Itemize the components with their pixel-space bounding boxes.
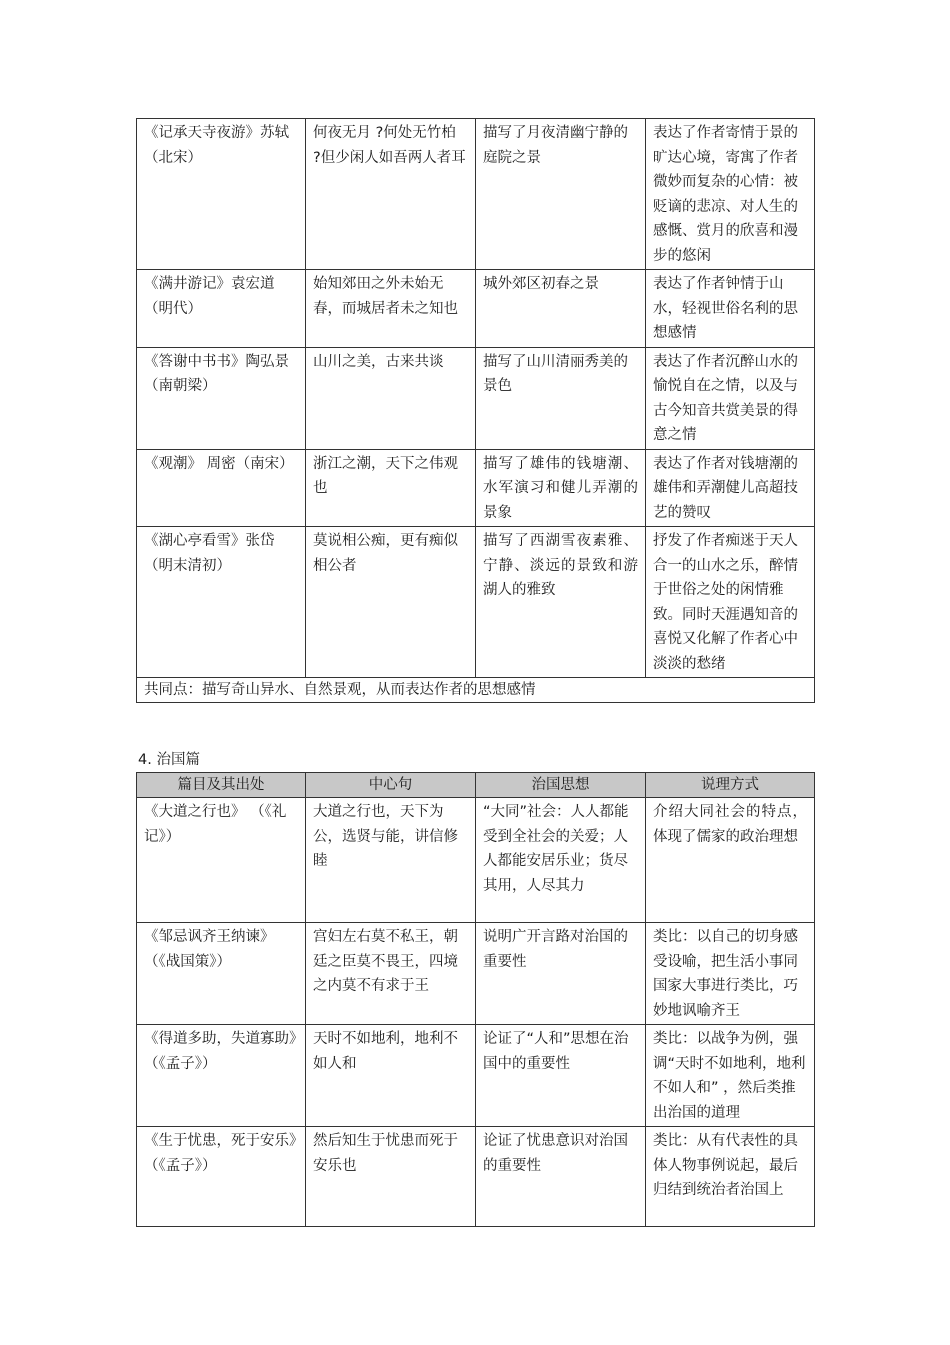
table-cell: 论证了“人和”思想在治国中的重要性 bbox=[476, 1025, 646, 1127]
table-cell: 天时不如地利，地利不如人和 bbox=[306, 1025, 476, 1127]
table-row bbox=[137, 1127, 815, 1227]
column-header: 治国思想 bbox=[476, 773, 646, 798]
scenery-essays-table bbox=[136, 118, 815, 703]
table-row bbox=[137, 119, 815, 270]
table-row bbox=[137, 1025, 815, 1127]
table-cell: 大道之行也，天下为公，选贤与能，讲信修睦 bbox=[306, 798, 476, 923]
table-row bbox=[137, 527, 815, 678]
table-cell: 何夜无月 ?何处无竹柏 ?但少闲人如吾两人者耳 bbox=[306, 119, 476, 270]
table-row bbox=[137, 798, 815, 923]
table-cell: 描写了雄伟的钱塘潮、水军演习和健儿弄潮的景象 bbox=[476, 449, 646, 527]
table-cell: 表达了作者钟情于山水，轻视世俗名利的思想感情 bbox=[646, 270, 815, 348]
table-cell: 浙江之潮，天下之伟观也 bbox=[306, 449, 476, 527]
table-cell: 《答谢中书书》陶弘景（南朝梁） bbox=[137, 347, 306, 449]
table-row bbox=[137, 678, 815, 703]
table-cell: 山川之美，古来共谈 bbox=[306, 347, 476, 449]
table-cell: 抒发了作者痴迷于天人合一的山水之乐，醉情于世俗之处的闲情雅致。同时天涯遇知音的喜悦又化解了作者心中淡淡的愁绪 bbox=[646, 527, 815, 678]
table-cell: 类比：以自己的切身感受设喻，把生活小事同国家大事进行类比，巧妙地讽喻齐王 bbox=[646, 923, 815, 1025]
table-cell: 《湖心亭看雪》张岱（明末清初） bbox=[137, 527, 306, 678]
table-row bbox=[137, 347, 815, 449]
section-heading: 4. 治国篇 bbox=[138, 752, 200, 768]
table-cell: 表达了作者寄情于景的旷达心境，寄寓了作者微妙而复杂的心情：被贬谪的悲凉、对人生的感慨、赏月的欣喜和漫步的悠闲 bbox=[646, 119, 815, 270]
column-header: 中心句 bbox=[306, 773, 476, 798]
table-cell: 描写了月夜清幽宁静的庭院之景 bbox=[476, 119, 646, 270]
table-cell: 《得道多助，失道寡助》（《孟子》） bbox=[137, 1025, 306, 1127]
column-header: 说理方式 bbox=[646, 773, 815, 798]
table-cell: 《观潮》 周密（南宋） bbox=[137, 449, 306, 527]
table-row bbox=[137, 449, 815, 527]
table-cell: 《邹忌讽齐王纳谏》（《战国策》） bbox=[137, 923, 306, 1025]
table-cell: 表达了作者对钱塘潮的雄伟和弄潮健儿高超技艺的赞叹 bbox=[646, 449, 815, 527]
table-cell: 表达了作者沉醉山水的愉悦自在之情，以及与古今知音共赏美景的得意之情 bbox=[646, 347, 815, 449]
table-row bbox=[137, 923, 815, 1025]
table-cell: 说明广开言路对治国的重要性 bbox=[476, 923, 646, 1025]
table-cell: 《大道之行也》 （《礼记》） bbox=[137, 798, 306, 923]
table-cell: 描写了西湖雪夜素雅、宁静、淡远的景致和游湖人的雅致 bbox=[476, 527, 646, 678]
table-cell: 《记承天寺夜游》苏轼（北宋） bbox=[137, 119, 306, 270]
table-cell: 类比：以战争为例，强调“天时不如地利，地利不如人和” ，然后类推出治国的道理 bbox=[646, 1025, 815, 1127]
table-cell: 然后知生于忧患而死于安乐也 bbox=[306, 1127, 476, 1227]
table-cell: 类比：从有代表性的具体人物事例说起，最后归结到统治者治国上 bbox=[646, 1127, 815, 1227]
table-cell: 《满井游记》袁宏道（明代） bbox=[137, 270, 306, 348]
table-cell: 宫妇左右莫不私王，朝廷之臣莫不畏王，四境之内莫不有求于王 bbox=[306, 923, 476, 1025]
table-cell: 论证了忧患意识对治国的重要性 bbox=[476, 1127, 646, 1227]
table-cell: 描写了山川清丽秀美的景色 bbox=[476, 347, 646, 449]
table-cell: 始知郊田之外未始无春，而城居者未之知也 bbox=[306, 270, 476, 348]
table-cell: 介绍大同社会的特点，体现了儒家的政治理想 bbox=[646, 798, 815, 923]
table-cell: 莫说相公痴，更有痴似相公者 bbox=[306, 527, 476, 678]
table-row bbox=[137, 270, 815, 348]
table-cell: 城外郊区初春之景 bbox=[476, 270, 646, 348]
common-point-cell: 共同点：描写奇山异水、自然景观，从而表达作者的思想感情 bbox=[137, 678, 815, 703]
table-cell: 《生于忧患，死于安乐》（《孟子》） bbox=[137, 1127, 306, 1227]
table-cell: “大同”社会：人人都能受到全社会的关爱；人人都能安居乐业；货尽其用，人尽其力 bbox=[476, 798, 646, 923]
column-header: 篇目及其出处 bbox=[137, 773, 306, 798]
governance-essays-table bbox=[136, 772, 815, 1227]
table-header-row bbox=[137, 773, 815, 798]
